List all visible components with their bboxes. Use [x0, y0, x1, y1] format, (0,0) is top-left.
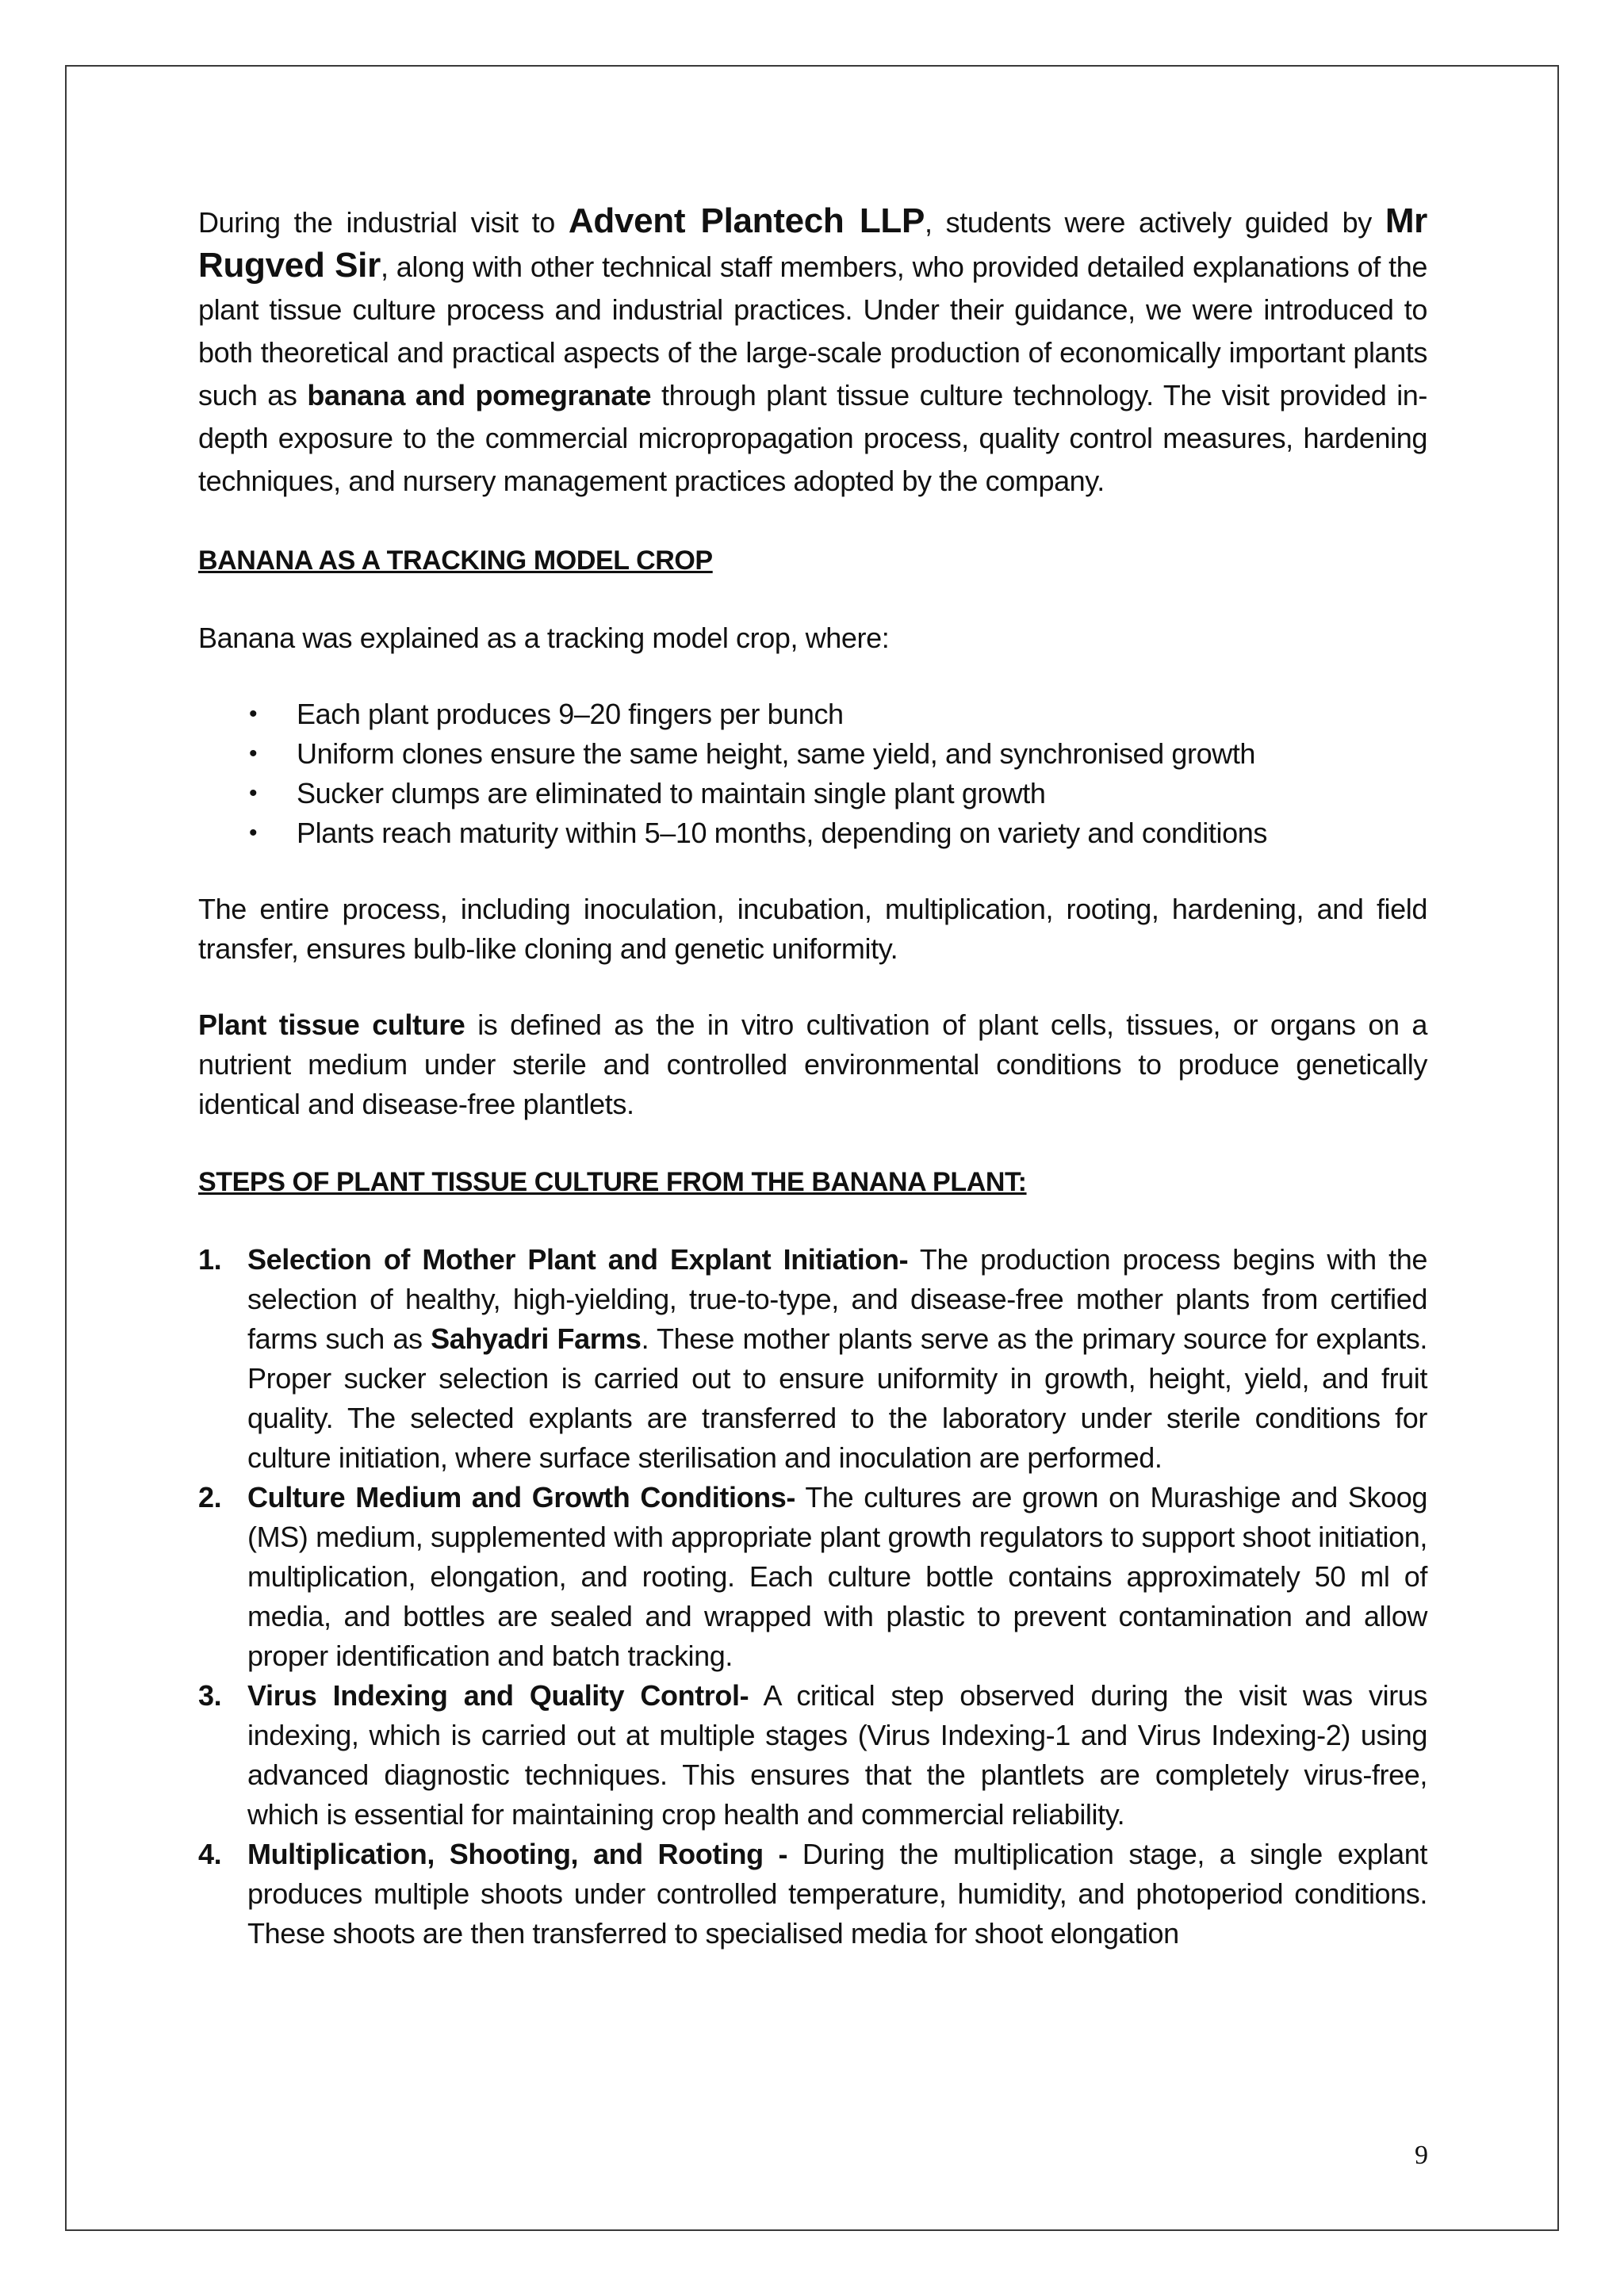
definition-term: Plant tissue culture [198, 1008, 465, 1041]
list-item [198, 774, 1427, 813]
intro-paragraph [198, 200, 1427, 503]
banana-lead: Banana was explained as a tracking model crop, where: [198, 622, 890, 654]
step-highlight: Sahyadri Farms [431, 1322, 642, 1355]
page-number: 9 [1415, 2141, 1428, 2170]
document-body [198, 200, 1427, 1954]
step-number: 2. [198, 1481, 222, 1513]
intro-text-1: During the industrial visit to [198, 206, 569, 239]
steps-list [198, 1240, 1427, 1954]
section-heading-steps: STEPS OF PLANT TISSUE CULTURE FROM THE BANANA PLANT: [198, 1167, 1027, 1197]
banana-bullet-list [198, 695, 1427, 853]
bullet-text: Plants reach maturity within 5–10 months, depending on variety and conditions [297, 817, 1267, 849]
bullet-icon: • [249, 780, 258, 806]
section-heading-banana: BANANA AS A TRACKING MODEL CROP [198, 545, 713, 576]
crops-highlight: banana and pomegranate [307, 379, 652, 411]
list-item [198, 1240, 1427, 1478]
step-text: . These mother plants serve as the primary source for explants. Proper sucker selection is carried out to ensure uniformity in growth, height, yield, and fruit quality. The selected explants are transferred to the laboratory under sterile conditions for culture initiation, where surface sterilisation and inoculation are performed. [247, 1322, 1428, 1474]
company-name: Advent Plantech LLP [568, 201, 925, 240]
step-text: A critical step observed during the visit was virus indexing, which is carried out at multiple stages (Virus Indexing-1 and Virus Indexing-2) using advanced diagnostic techniques. This ensures that the plantlets are completely virus-free, which is essential for maintaining crop health and commercial reliability. [247, 1679, 1428, 1831]
step-number: 3. [198, 1679, 222, 1712]
step-title: Selection of Mother Plant and Explant Initiation- [247, 1243, 909, 1276]
list-item [198, 1478, 1427, 1676]
bullet-icon: • [249, 820, 258, 846]
list-item [198, 1676, 1427, 1835]
step-text: The production process begins with the selection of healthy, high-yielding, true-to-type, and disease-free mother plants from certified farms such as [247, 1243, 1427, 1355]
definition-text: is defined as the in vitro cultivation of plant cells, tissues, or organs on a nutrient medium under sterile and controlled environmental conditions to produce genetically identical and disease-free plantlets. [198, 1008, 1427, 1120]
definition-paragraph [198, 1005, 1427, 1124]
step-number: 1. [198, 1243, 222, 1276]
step-number: 4. [198, 1838, 222, 1870]
bullet-text: Sucker clumps are eliminated to maintain single plant growth [297, 777, 1046, 809]
intro-text-2: , students were actively guided by [925, 206, 1385, 239]
step-title: Culture Medium and Growth Conditions- [247, 1481, 795, 1513]
list-item [198, 813, 1427, 853]
list-item [198, 695, 1427, 734]
list-item [198, 734, 1427, 774]
intro-text-4: through plant tissue culture technology. The visit provided in-depth exposure to the commercial micropropagation process, quality control measures, hardening techniques, and nursery management practices adopted by the company. [198, 379, 1428, 497]
step-title: Multiplication, Shooting, and Rooting - [247, 1838, 788, 1870]
process-paragraph: The entire process, including inoculation, incubation, multiplication, rooting, hardening, and field transfer, ensures bulb-like cloning and genetic uniformity. [198, 893, 1427, 965]
list-item [198, 1835, 1427, 1954]
step-text: During the multiplication stage, a single explant produces multiple shoots under controlled temperature, humidity, and photoperiod conditions. These shoots are then transferred to specialised media for shoot elongation [247, 1838, 1427, 1950]
step-title: Virus Indexing and Quality Control- [247, 1679, 749, 1712]
bullet-icon: • [249, 701, 258, 727]
guide-name: Mr Rugved Sir [198, 201, 1427, 285]
bullet-icon: • [249, 740, 258, 767]
bullet-text: Uniform clones ensure the same height, same yield, and synchronised growth [297, 737, 1256, 770]
step-text: The cultures are grown on Murashige and Skoog (MS) medium, supplemented with appropriate plant growth regulators to support shoot initiation, multiplication, elongation, and rooting. Each culture bottle contains approximately 50 ml of media, and bottles are sealed and wrapped with plastic to prevent contamination and allow proper identification and batch tracking. [247, 1481, 1427, 1672]
bullet-text: Each plant produces 9–20 fingers per bunch [297, 698, 844, 730]
intro-text-3: , along with other technical staff members, who provided detailed explanations of the plant tissue culture process and industrial practices. Under their guidance, we were introduced to both theoretical and practical aspects of the large-scale production of economically important plants such as [198, 251, 1427, 411]
